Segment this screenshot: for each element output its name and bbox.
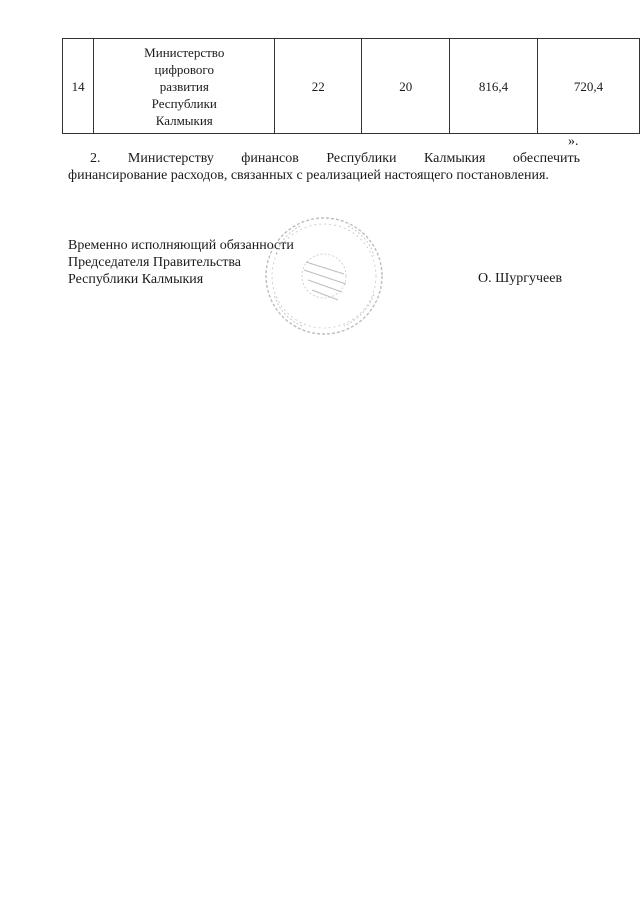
value-cell-3: 816,4	[450, 39, 538, 134]
organization-name-line: развития	[159, 78, 209, 94]
position-line: Временно исполняющий обязанности	[68, 238, 294, 253]
organization-name-line: цифрового	[154, 61, 214, 77]
value-cell-4: 720,4	[537, 39, 639, 134]
table-row	[63, 39, 640, 134]
paragraph-line: финансирование расходов, связанных с реализацией настоящего постановления.	[68, 168, 549, 183]
paragraph-2	[68, 150, 580, 184]
signatory-position	[68, 237, 294, 288]
organization-name-line: Калмыкия	[155, 112, 213, 128]
organization-name-cell	[94, 39, 275, 134]
paragraph-line: 2. Министерству финансов Республики Калмыкия обеспечить	[90, 151, 580, 166]
budget-table	[62, 38, 640, 134]
official-seal-stamp	[262, 214, 386, 338]
position-line: Председателя Правительства	[68, 255, 242, 270]
organization-name-line: Министерство	[144, 44, 225, 60]
row-number-cell: 14	[63, 39, 94, 134]
closing-quote-mark: ».	[568, 134, 579, 149]
position-line: Республики Калмыкия	[68, 272, 204, 287]
signer-name: О. Шургучеев	[478, 271, 563, 286]
value-cell-1: 22	[275, 39, 362, 134]
organization-name-line: Республики	[151, 95, 217, 111]
value-cell-2: 20	[362, 39, 450, 134]
